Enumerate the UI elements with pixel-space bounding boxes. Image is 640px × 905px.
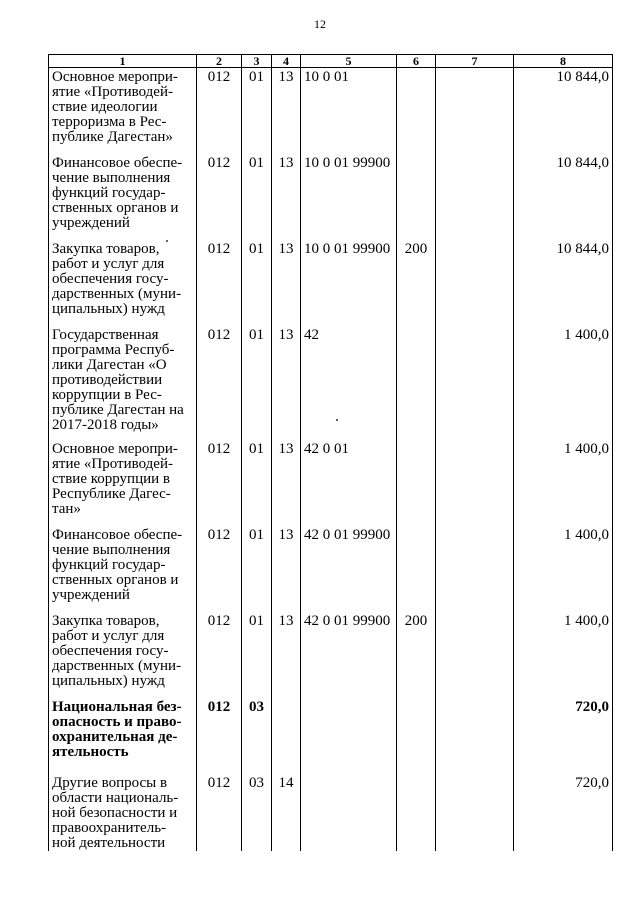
target-article-cell: 42 0 01 99900 (301, 612, 397, 698)
expense-type-cell (397, 68, 436, 154)
table-row (49, 68, 613, 154)
row-name-line: 2017-2018 годы» (52, 416, 159, 433)
row-name-line: Национальная без- (52, 698, 182, 715)
row-name-cell (49, 68, 197, 154)
row-name-line: охранительная де- (52, 728, 178, 745)
section-cell: 01 (242, 440, 272, 526)
header-col-2: 2 (197, 55, 242, 68)
row-name-line: Закупка товаров, (52, 612, 160, 629)
row-name-line: противодействии (52, 371, 163, 388)
expense-type-cell: 200 (397, 240, 436, 326)
header-col-8: 8 (514, 55, 613, 68)
amount-cell: 1 400,0 (514, 326, 613, 440)
section-cell: 01 (242, 68, 272, 154)
row-name-line: публике Дагестан на (52, 401, 184, 418)
row-name-cell (49, 154, 197, 240)
amount-cell: 10 844,0 (514, 154, 613, 240)
expense-type-cell (397, 526, 436, 612)
subsection-cell: 13 (272, 154, 301, 240)
table-row (49, 612, 613, 698)
header-col-3: 3 (242, 55, 272, 68)
row-name-line: ятие «Противодей- (52, 455, 173, 472)
row-name-line: учреждений (52, 586, 130, 603)
row-name-cell (49, 440, 197, 526)
header-row (49, 55, 613, 68)
row-name-cell (49, 526, 197, 612)
header-col-1: 1 (49, 55, 197, 68)
row-name-line: публике Дагестан» (52, 129, 173, 145)
column-7-cell (436, 440, 514, 526)
subsection-cell: 13 (272, 526, 301, 612)
column-7-cell (436, 698, 514, 774)
subsection-cell: 13 (272, 240, 301, 326)
amount-cell: 1 400,0 (514, 526, 613, 612)
row-name-line: Основное меропри- (52, 69, 178, 85)
table-row (49, 526, 613, 612)
row-name-line: Государственная (52, 326, 159, 343)
target-article-cell: 42 0 01 99900 (301, 526, 397, 612)
amount-cell: 720,0 (514, 698, 613, 774)
gov-code-cell: 012 (197, 698, 242, 774)
table-row (49, 154, 613, 240)
row-name-line: Финансовое обеспе- (52, 526, 183, 543)
row-name-cell (49, 326, 197, 440)
section-cell: 03 (242, 774, 272, 851)
section-cell: 01 (242, 326, 272, 440)
subsection-cell: 13 (272, 68, 301, 154)
gov-code-cell: 012 (197, 440, 242, 526)
row-name-line: функций государ- (52, 184, 166, 201)
row-name-line: ной безопасности и (52, 804, 178, 821)
column-7-cell (436, 526, 514, 612)
gov-code-cell: 012 (197, 68, 242, 154)
target-article-cell: 10 0 01 99900 (301, 240, 397, 326)
row-name-cell (49, 240, 197, 326)
row-name-line: обеспечения госу- (52, 270, 169, 287)
row-name-cell (49, 612, 197, 698)
row-name-line: Финансовое обеспе- (52, 154, 183, 171)
section-cell: 03 (242, 698, 272, 774)
row-name-line: ственных органов и (52, 571, 179, 588)
row-name-line: терроризма в Рес- (52, 114, 167, 130)
row-name-cell (49, 774, 197, 851)
target-article-cell: 42 (301, 326, 397, 440)
column-7-cell (436, 240, 514, 326)
budget-table (48, 54, 613, 851)
row-name-line: Другие вопросы в (52, 774, 168, 791)
row-name-line: Республике Дагес- (52, 485, 171, 502)
row-name-line: ственных органов и (52, 199, 179, 216)
table-row (49, 698, 613, 774)
expense-type-cell (397, 154, 436, 240)
subsection-cell: 13 (272, 612, 301, 698)
target-article-cell: 42 0 01 (301, 440, 397, 526)
row-name-line: ципальных) нужд (52, 300, 165, 317)
header-col-5: 5 (301, 55, 397, 68)
gov-code-cell: 012 (197, 774, 242, 851)
expense-type-cell (397, 326, 436, 440)
row-name-line: коррупции в Рес- (52, 386, 162, 403)
subsection-cell: 13 (272, 326, 301, 440)
table-row (49, 774, 613, 851)
expense-type-cell (397, 774, 436, 851)
section-cell: 01 (242, 612, 272, 698)
row-name-line: опасность и право- (52, 713, 182, 730)
row-name-line: ятельность (52, 743, 129, 760)
gov-code-cell: 012 (197, 612, 242, 698)
subsection-cell: 14 (272, 774, 301, 851)
column-7-cell (436, 774, 514, 851)
row-name-line: ной деятельности (52, 834, 166, 851)
row-name-line: тан» (52, 500, 81, 517)
row-name-line: функций государ- (52, 556, 166, 573)
section-cell: 01 (242, 240, 272, 326)
target-article-cell (301, 774, 397, 851)
amount-cell: 1 400,0 (514, 612, 613, 698)
target-article-cell: 10 0 01 (301, 68, 397, 154)
row-name-line: программа Респуб- (52, 341, 175, 358)
amount-cell: 10 844,0 (514, 240, 613, 326)
row-name-line: дарственных (муни- (52, 657, 182, 674)
row-name-line: ствие коррупции в (52, 470, 171, 487)
row-name-line: Основное меропри- (52, 440, 178, 457)
amount-cell: 720,0 (514, 774, 613, 851)
row-name-line: учреждений (52, 214, 130, 231)
gov-code-cell: 012 (197, 154, 242, 240)
page-number: 12 (314, 17, 326, 31)
row-name-line: ствие идеологии (52, 99, 158, 115)
section-cell: 01 (242, 154, 272, 240)
subsection-cell (272, 698, 301, 774)
scan-speck (166, 240, 168, 242)
amount-cell: 1 400,0 (514, 440, 613, 526)
row-name-line: ципальных) нужд (52, 672, 165, 689)
amount-cell: 10 844,0 (514, 68, 613, 154)
gov-code-cell: 012 (197, 526, 242, 612)
table-row (49, 240, 613, 326)
row-name-cell (49, 698, 197, 774)
section-cell: 01 (242, 526, 272, 612)
gov-code-cell: 012 (197, 326, 242, 440)
header-col-4: 4 (272, 55, 301, 68)
table-row (49, 440, 613, 526)
expense-type-cell (397, 698, 436, 774)
column-7-cell (436, 326, 514, 440)
row-name-line: дарственных (муни- (52, 285, 182, 302)
column-7-cell (436, 68, 514, 154)
column-7-cell (436, 154, 514, 240)
row-name-line: ятие «Противодей- (52, 84, 173, 100)
row-name-line: работ и услуг для (52, 627, 165, 644)
scan-speck (336, 419, 338, 421)
subsection-cell: 13 (272, 440, 301, 526)
row-name-line: Закупка товаров, (52, 240, 160, 257)
row-name-line: области националь- (52, 789, 179, 806)
row-name-line: чение выполнения (52, 169, 171, 186)
expense-type-cell (397, 440, 436, 526)
header-col-7: 7 (436, 55, 514, 68)
row-name-line: лики Дагестан «О (52, 356, 167, 373)
row-name-line: обеспечения госу- (52, 642, 169, 659)
row-name-line: чение выполнения (52, 541, 171, 558)
table-row (49, 326, 613, 440)
column-7-cell (436, 612, 514, 698)
target-article-cell (301, 698, 397, 774)
gov-code-cell: 012 (197, 240, 242, 326)
expense-type-cell: 200 (397, 612, 436, 698)
header-col-6: 6 (397, 55, 436, 68)
row-name-line: правоохранитель- (52, 819, 167, 836)
row-name-line: работ и услуг для (52, 255, 165, 272)
target-article-cell: 10 0 01 99900 (301, 154, 397, 240)
